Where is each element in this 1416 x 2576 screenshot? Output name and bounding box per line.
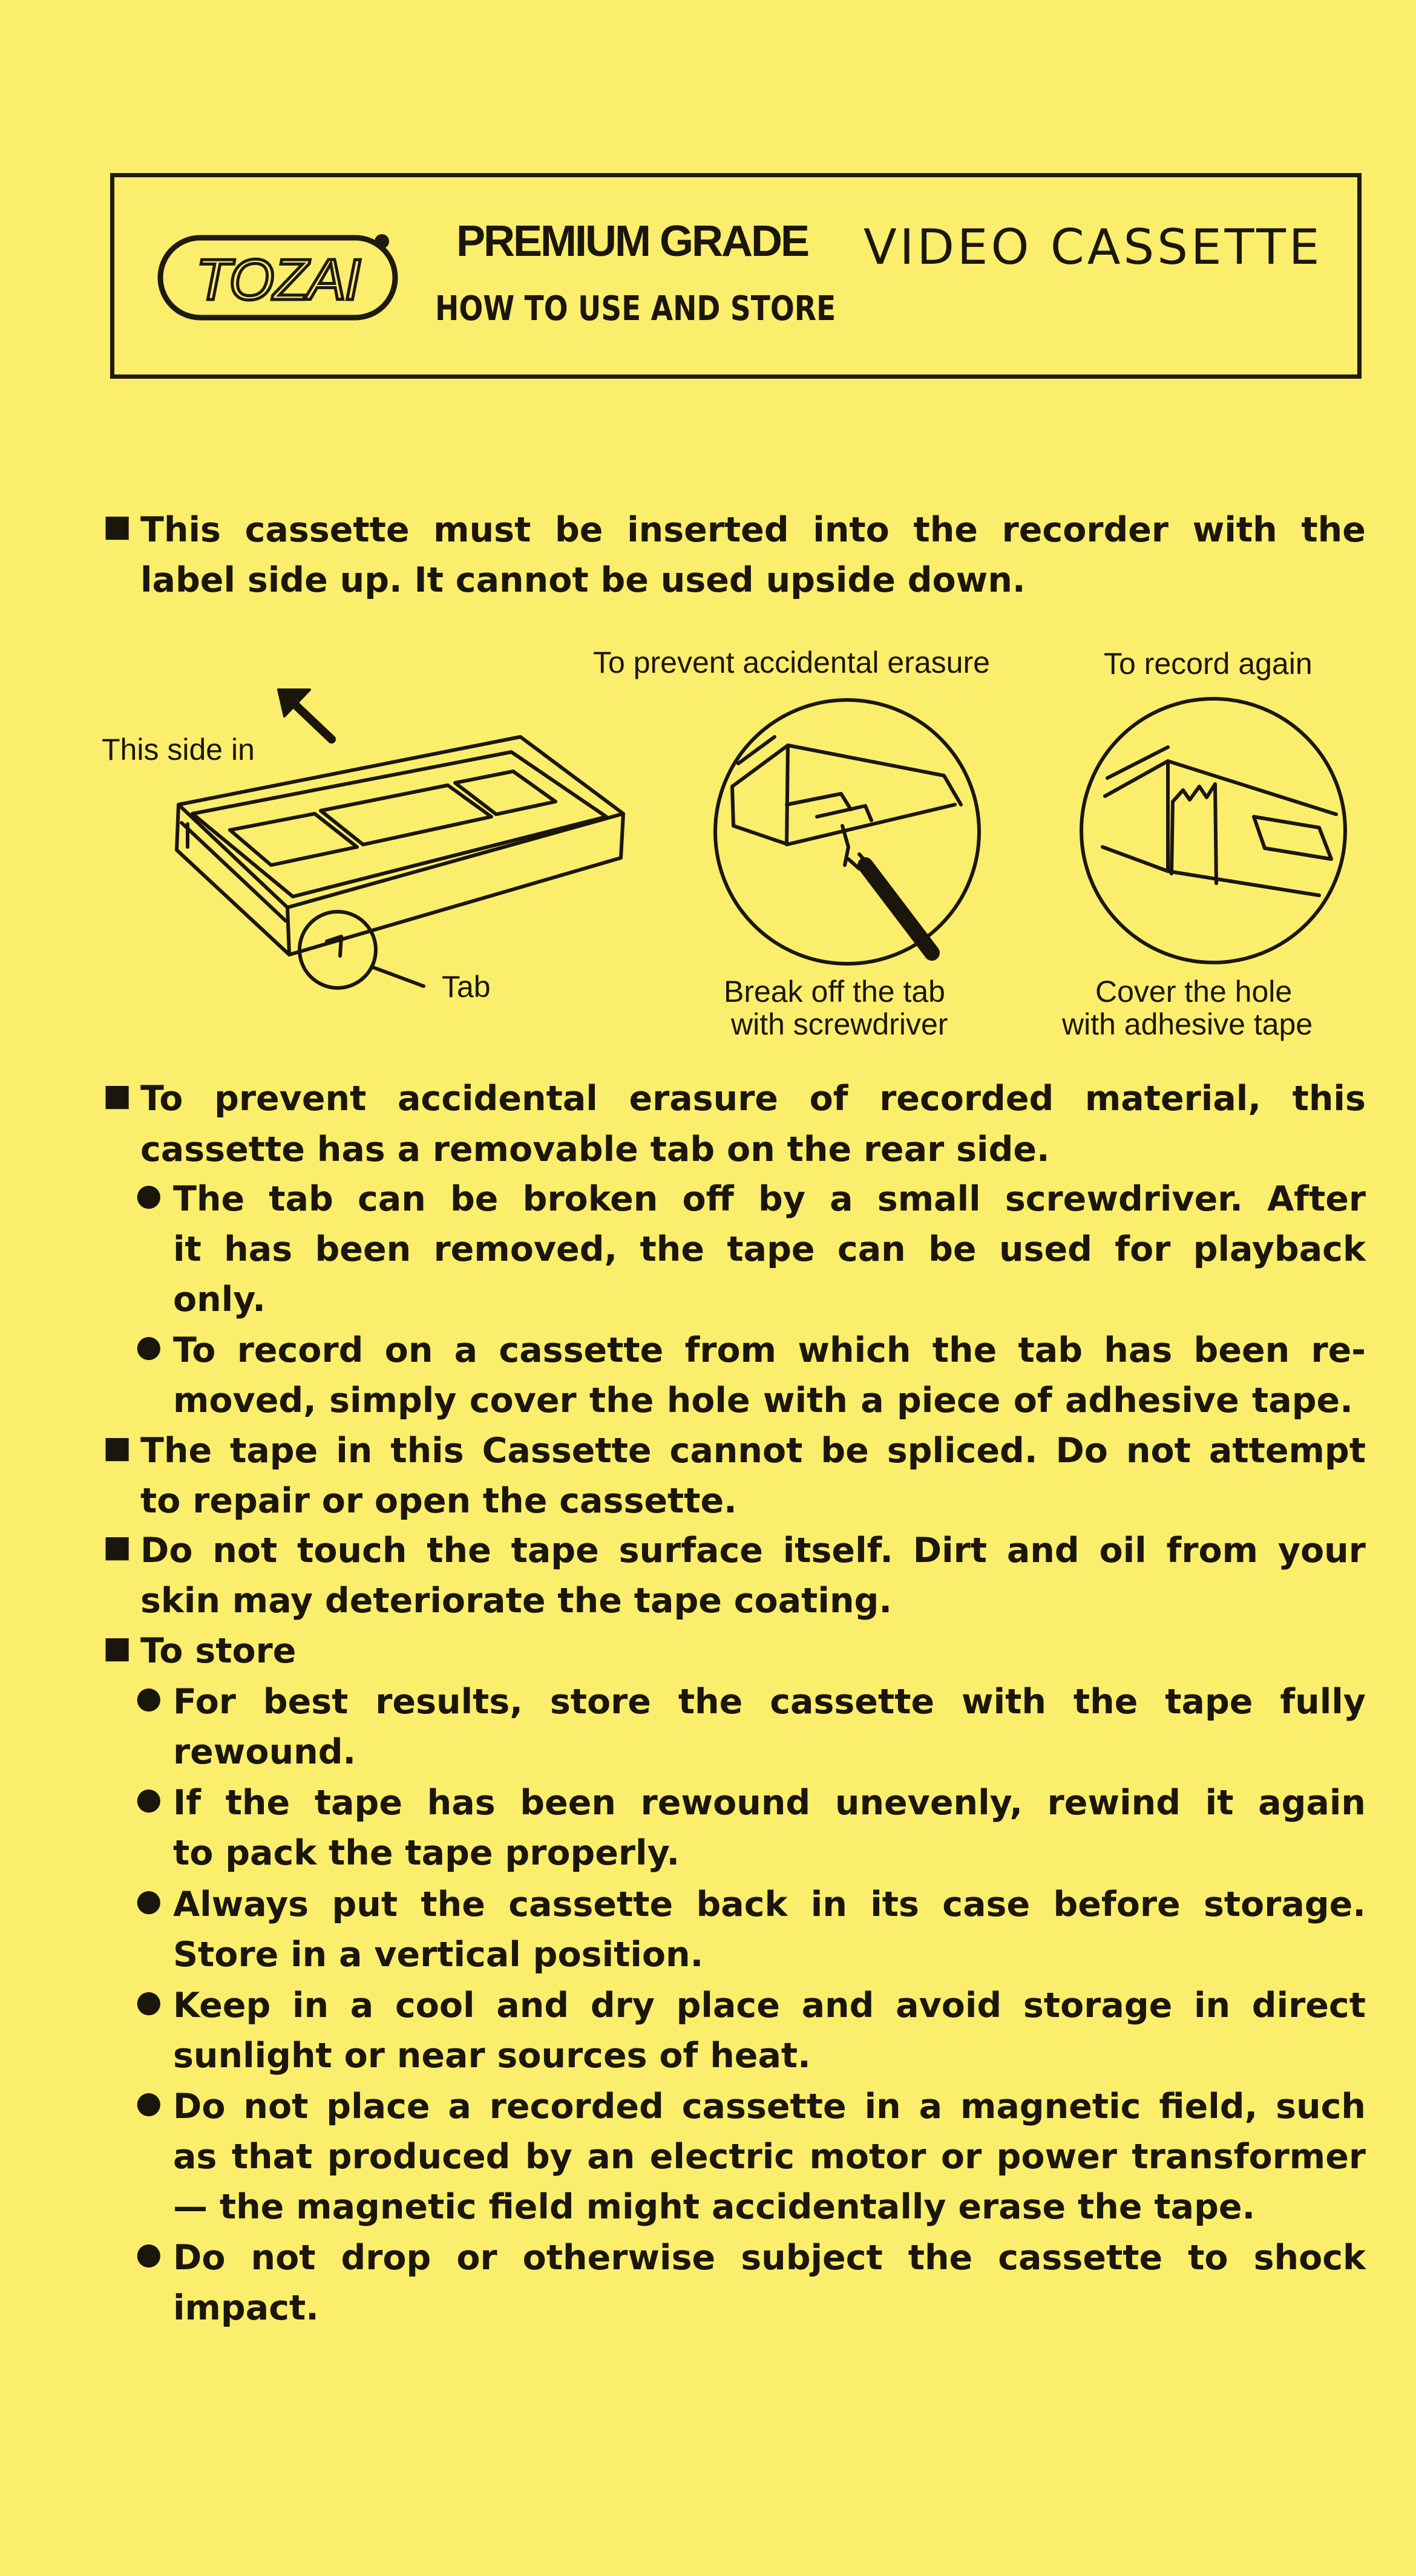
store-item5-line-3: — the magnetic field might accidentally erase the tape. bbox=[173, 2187, 1256, 2227]
brand-subtitle: HOW TO USE AND STORE bbox=[435, 289, 836, 329]
erasure-sub2-line-2: moved, simply cover the hole with a piece of adhesive tape. bbox=[173, 1381, 1353, 1420]
intro-line-2: label side up. It cannot be used upside down. bbox=[140, 560, 1026, 600]
brand-video-cassette: VIDEO CASSETTE bbox=[864, 219, 1323, 275]
dot-bullet: ● bbox=[136, 1781, 162, 1816]
label-this-side-in: This side in bbox=[102, 733, 255, 767]
touch-line-2: skin may deteriorate the tape coating. bbox=[140, 1581, 892, 1621]
erasure-sub2-line-1: To record on a cassette from which the tab has been re- bbox=[173, 1330, 1366, 1370]
label-tab: Tab bbox=[442, 970, 491, 1004]
store-item4-line-1: Keep in a cool and dry place and avoid storage in direct bbox=[173, 1986, 1366, 2025]
intro-line-1: This cassette must be inserted into the recorder with the bbox=[140, 510, 1366, 550]
dot-bullet: ● bbox=[136, 1177, 162, 1212]
store-item4-line-2: sunlight or near sources of heat. bbox=[173, 2036, 811, 2076]
store-item3-line-2: Store in a vertical position. bbox=[173, 1935, 704, 1975]
dot-bullet: ● bbox=[136, 1680, 162, 1715]
store-item6-line-2: impact. bbox=[173, 2288, 319, 2328]
break-tab-illustration bbox=[715, 700, 979, 964]
caption-break-tab-2: with screwdriver bbox=[731, 1007, 948, 1041]
erasure-sub1-line-2: it has been removed, the tape can be used for playback bbox=[173, 1229, 1366, 1269]
erasure-sub1-line-3: only. bbox=[173, 1280, 266, 1319]
square-bullet: ■ bbox=[103, 1630, 132, 1665]
arrow-icon bbox=[278, 690, 332, 739]
store-item5-line-1: Do not place a recorded cassette in a magnetic field, such bbox=[173, 2087, 1366, 2127]
square-bullet: ■ bbox=[103, 1077, 132, 1113]
caption-prevent-erasure: To prevent accidental erasure bbox=[593, 646, 990, 679]
store-item2-line-1: If the tape has been rewound unevenly, rewind it again bbox=[173, 1783, 1366, 1823]
store-item1-line-1: For best results, store the cassette with the tape fully bbox=[173, 1682, 1366, 1722]
dot-bullet: ● bbox=[136, 1984, 162, 2019]
store-item2-line-2: to pack the tape properly. bbox=[173, 1833, 680, 1873]
logo-text: TOZAI bbox=[195, 247, 360, 312]
caption-cover-hole-1: Cover the hole bbox=[1095, 975, 1293, 1008]
store-item6-line-1: Do not drop or otherwise subject the cassette to shock bbox=[173, 2238, 1366, 2278]
erasure-line-1: To prevent accidental erasure of recorded material, this bbox=[140, 1079, 1366, 1119]
square-bullet: ■ bbox=[103, 508, 132, 543]
dot-bullet: ● bbox=[136, 1883, 162, 1918]
dot-bullet: ● bbox=[136, 2236, 162, 2271]
caption-break-tab-1: Break off the tab bbox=[724, 975, 945, 1008]
cover-hole-illustration bbox=[1081, 699, 1345, 963]
store-item3-line-1: Always put the cassette back in its case before storage. bbox=[173, 1885, 1366, 1924]
store-heading: To store bbox=[140, 1631, 297, 1671]
erasure-line-2: cassette has a removable tab on the rear side. bbox=[140, 1129, 1050, 1169]
splice-line-2: to repair or open the cassette. bbox=[140, 1481, 737, 1521]
cassette-illustration bbox=[177, 737, 623, 988]
caption-cover-hole-2: with adhesive tape bbox=[1062, 1007, 1313, 1041]
square-bullet: ■ bbox=[103, 1529, 132, 1564]
brand-premium-grade: PREMIUM GRADE bbox=[456, 217, 808, 266]
store-item1-line-2: rewound. bbox=[173, 1732, 356, 1772]
square-bullet: ■ bbox=[103, 1430, 132, 1465]
caption-record-again: To record again bbox=[1104, 647, 1313, 681]
store-item5-line-2: as that produced by an electric motor or power transformer bbox=[173, 2137, 1366, 2177]
touch-line-1: Do not touch the tape surface itself. Dirt and oil from your bbox=[140, 1531, 1366, 1571]
splice-line-1: The tape in this Cassette cannot be spliced. Do not attempt bbox=[140, 1431, 1366, 1471]
dot-bullet: ● bbox=[136, 2085, 162, 2120]
dot-bullet: ● bbox=[136, 1329, 162, 1364]
erasure-sub1-line-1: The tab can be broken off by a small screwdriver. After bbox=[173, 1179, 1366, 1219]
